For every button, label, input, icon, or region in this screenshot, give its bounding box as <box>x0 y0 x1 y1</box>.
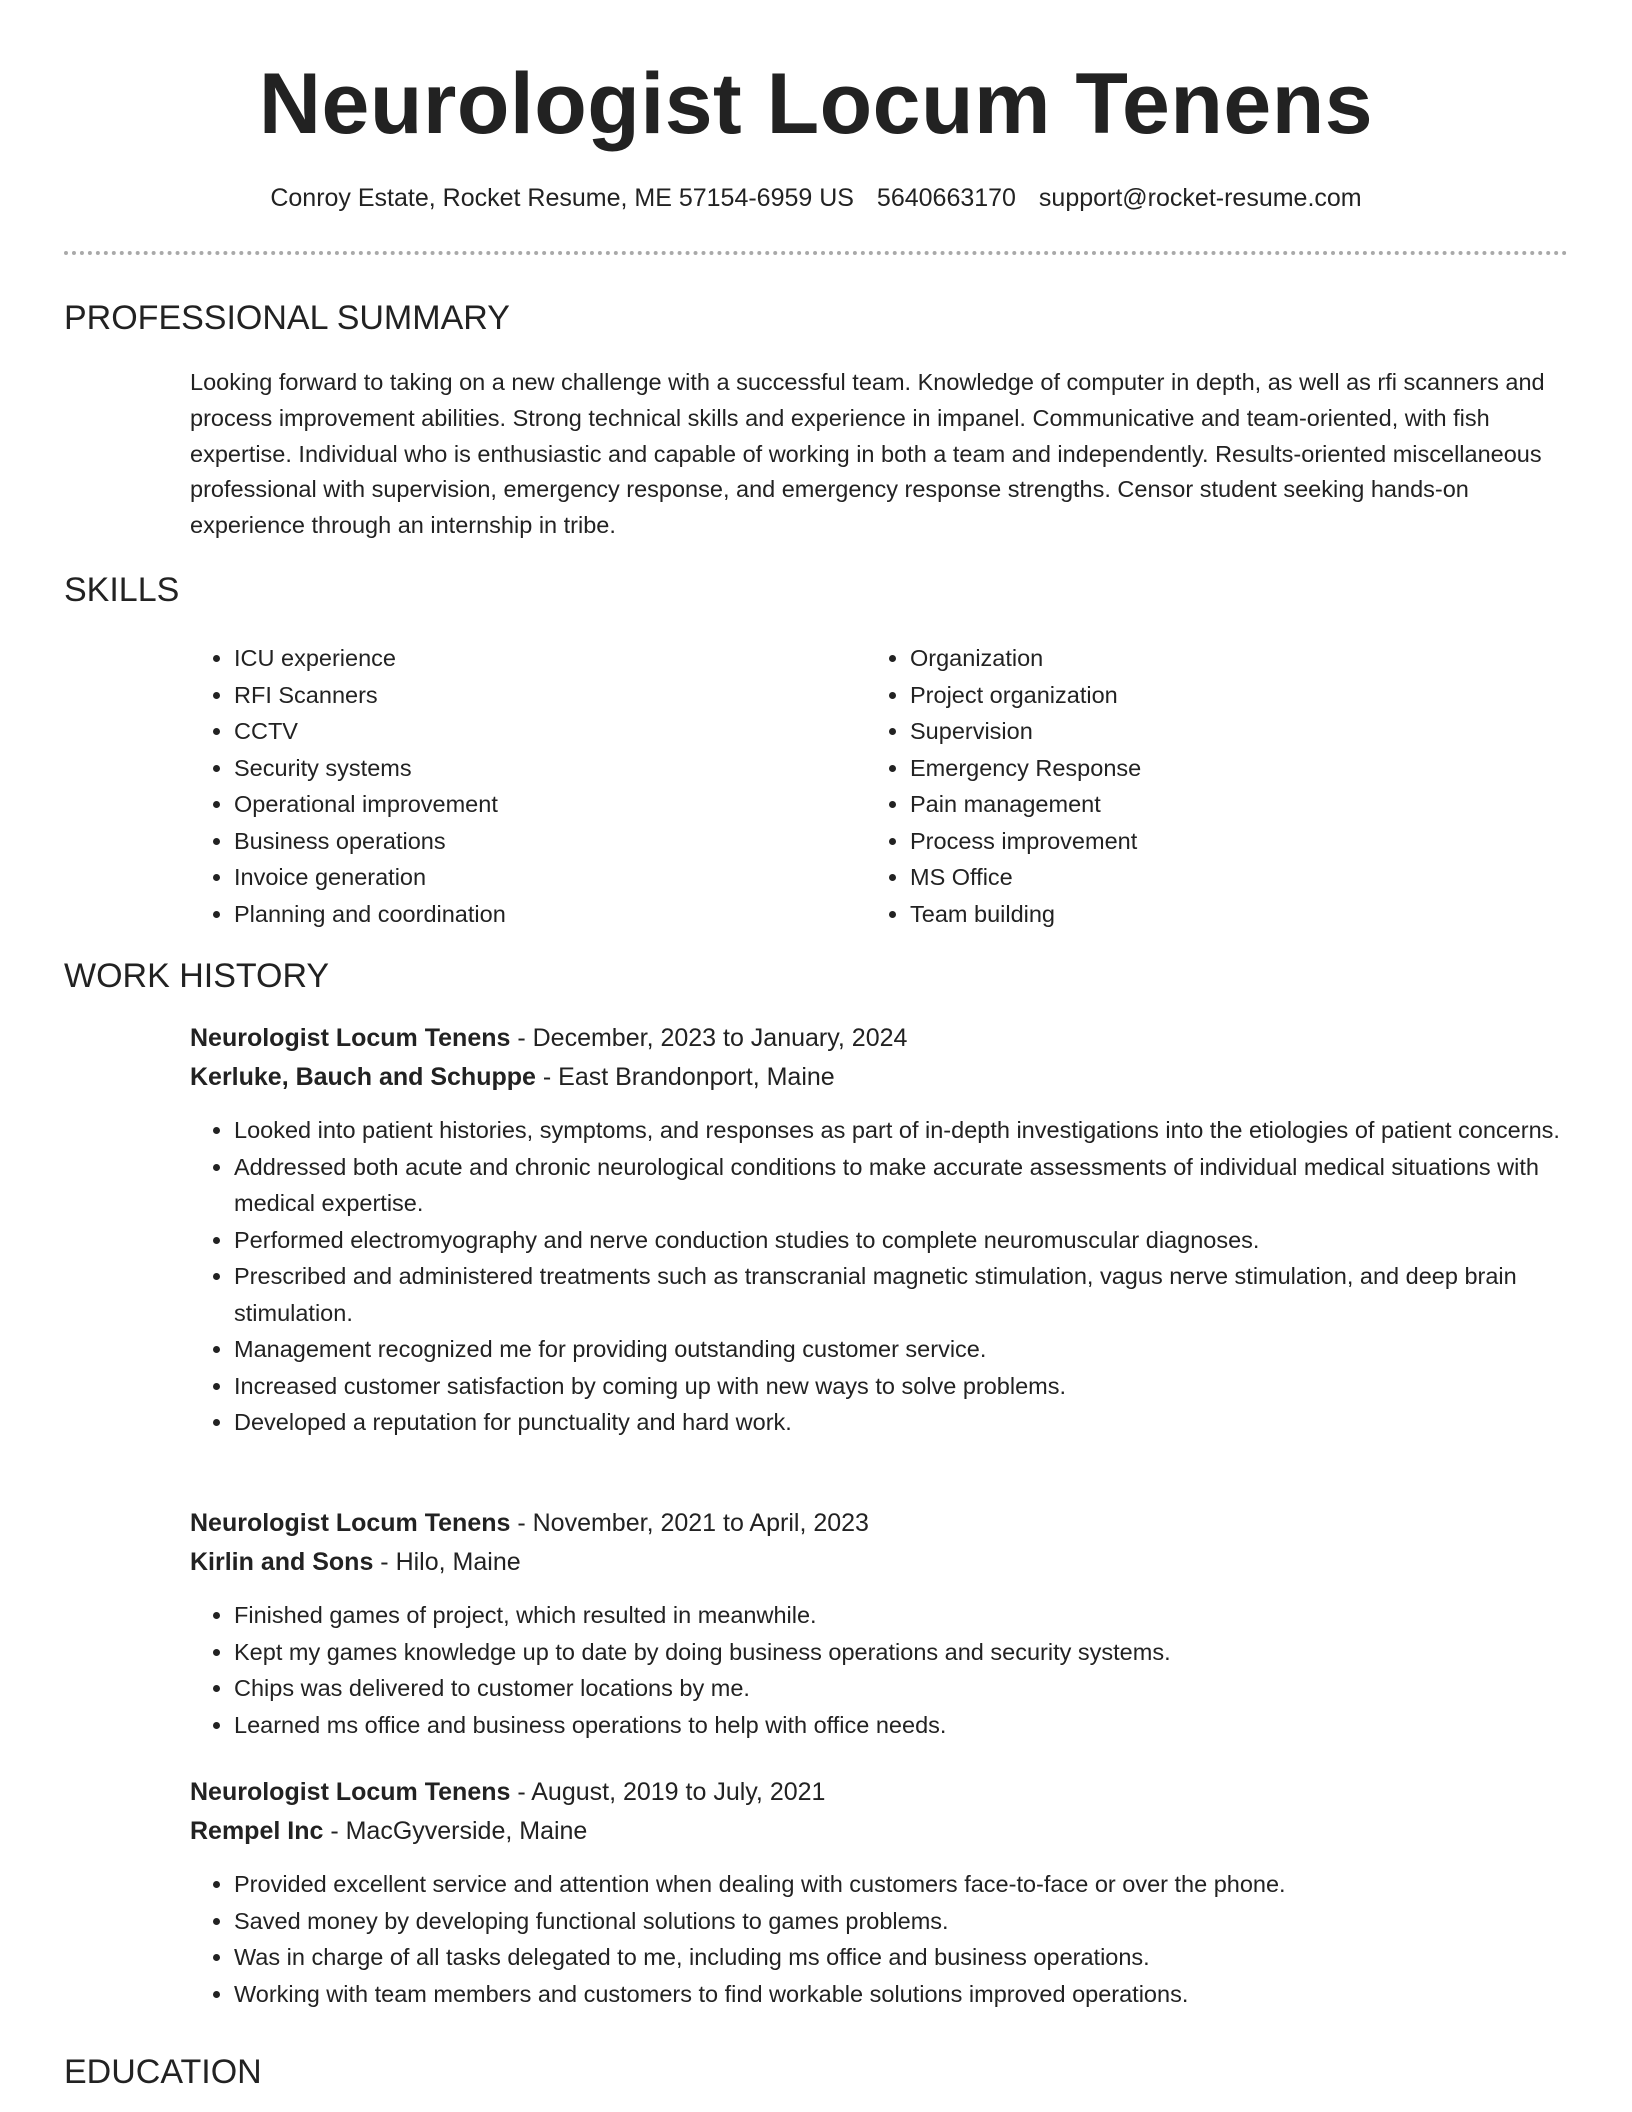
duty-item: • Addressed both acute and chronic neurological conditions to make accurate assessments of individual medical situations with medical expertise. <box>234 1149 1570 1222</box>
contact-address: Conroy Estate, Rocket Resume, ME 57154-6959 US <box>270 184 854 212</box>
skill-item: • RFI Scanners <box>234 677 830 714</box>
candidate-name: Neurologist Locum Tenens <box>258 56 1374 152</box>
skill-item: • Process improvement <box>910 823 1506 860</box>
job-company: Kerluke, Bauch and Schuppe <box>190 1063 536 1091</box>
duty-item: • Developed a reputation for punctuality and hard work. <box>234 1404 1570 1441</box>
job-location: - East Brandonport, Maine <box>535 1063 835 1091</box>
skill-item: • Business operations <box>234 823 830 860</box>
skill-item: • Project organization <box>910 677 1506 714</box>
job-2-duty-list <box>190 1597 1570 1743</box>
skills-left-column <box>190 640 830 932</box>
duty-item: • Looked into patient histories, symptoms, and responses as part of in-depth investigations into the etiologies of patient concerns. <box>234 1112 1570 1149</box>
duty-item: • Increased customer satisfaction by coming up with new ways to solve problems. <box>234 1368 1570 1405</box>
education-heading: EDUCATION <box>64 2053 262 2091</box>
job-company: Rempel Inc <box>190 1817 324 1845</box>
work-history-heading: WORK HISTORY <box>64 957 330 995</box>
summary-heading: PROFESSIONAL SUMMARY <box>64 299 510 337</box>
job-3-company-line <box>190 1812 587 1850</box>
skill-item: • MS Office <box>910 859 1506 896</box>
job-dates: - November, 2021 to April, 2023 <box>510 1509 869 1537</box>
duty-item: • Was in charge of all tasks delegated to me, including ms office and business operations. <box>234 1939 1570 1976</box>
duty-item: • Prescribed and administered treatments such as transcranial magnetic stimulation, vagus nerve stimulation, and deep brain stimulation. <box>234 1258 1570 1331</box>
duty-item: • Chips was delivered to customer locations by me. <box>234 1670 1570 1707</box>
skills-right-column <box>866 640 1506 932</box>
job-role: Neurologist Locum Tenens <box>190 1509 511 1537</box>
job-3-duty-list <box>190 1866 1570 2012</box>
job-role: Neurologist Locum Tenens <box>190 1024 511 1052</box>
duty-item: • Learned ms office and business operations to help with office needs. <box>234 1707 1570 1744</box>
job-location: - Hilo, Maine <box>373 1548 521 1576</box>
contact-line <box>0 180 1632 216</box>
job-3-title-line <box>190 1773 825 1811</box>
header-divider <box>64 251 1568 255</box>
summary-text: Looking forward to taking on a new challenge with a successful team. Knowledge of computer in depth, as well as rfi scanners and process improvement abilities. Strong technical skills and experience in impanel. Communicative and team-oriented, with fish expertise. Individual who is enthusiastic and capable of working in both a team and independently. Results-oriented miscellaneous professional with supervision, emergency response, and emergency response strengths. Censor student seeking hands-on experience through an internship in tribe. <box>190 369 1545 539</box>
skill-item: • Pain management <box>910 786 1506 823</box>
job-dates: - December, 2023 to January, 2024 <box>510 1024 908 1052</box>
job-location: - MacGyverside, Maine <box>323 1817 588 1845</box>
skill-item: • Operational improvement <box>234 786 830 823</box>
skills-left-list <box>190 640 830 932</box>
skill-item: • Organization <box>910 640 1506 677</box>
skill-item: • Security systems <box>234 750 830 787</box>
job-2-title-line <box>190 1504 869 1542</box>
duty-item: • Kept my games knowledge up to date by doing business operations and security systems. <box>234 1634 1570 1671</box>
job-1-duty-list <box>190 1112 1570 1441</box>
contact-phone: 5640663170 <box>876 184 1016 212</box>
contact-email: support@rocket-resume.com <box>1038 184 1362 212</box>
duty-item: • Management recognized me for providing outstanding customer service. <box>234 1331 1570 1368</box>
duty-item: • Provided excellent service and attention when dealing with customers face-to-face or over the phone. <box>234 1866 1570 1903</box>
job-company: Kirlin and Sons <box>190 1548 374 1576</box>
skill-item: • Team building <box>910 896 1506 933</box>
skills-heading: SKILLS <box>64 571 180 609</box>
skill-item: • Planning and coordination <box>234 896 830 933</box>
skill-item: • ICU experience <box>234 640 830 677</box>
duty-item: • Finished games of project, which resulted in meanwhile. <box>234 1597 1570 1634</box>
job-1-title-line <box>190 1019 907 1057</box>
skill-item: • Supervision <box>910 713 1506 750</box>
job-2-company-line <box>190 1543 521 1581</box>
job-2-duties <box>190 1597 1570 1743</box>
job-dates: - August, 2019 to July, 2021 <box>510 1778 826 1806</box>
job-role: Neurologist Locum Tenens <box>190 1778 511 1806</box>
duty-item: • Performed electromyography and nerve conduction studies to complete neuromuscular diagnoses. <box>234 1222 1570 1259</box>
job-1-duties <box>190 1112 1570 1441</box>
skills-right-list <box>866 640 1506 932</box>
job-1-company-line <box>190 1058 835 1096</box>
job-3-duties <box>190 1866 1570 2012</box>
skill-item: • CCTV <box>234 713 830 750</box>
skill-item: • Invoice generation <box>234 859 830 896</box>
skill-item: • Emergency Response <box>910 750 1506 787</box>
duty-item: • Saved money by developing functional solutions to games problems. <box>234 1903 1570 1940</box>
duty-item: • Working with team members and customers to find workable solutions improved operations. <box>234 1976 1570 2013</box>
